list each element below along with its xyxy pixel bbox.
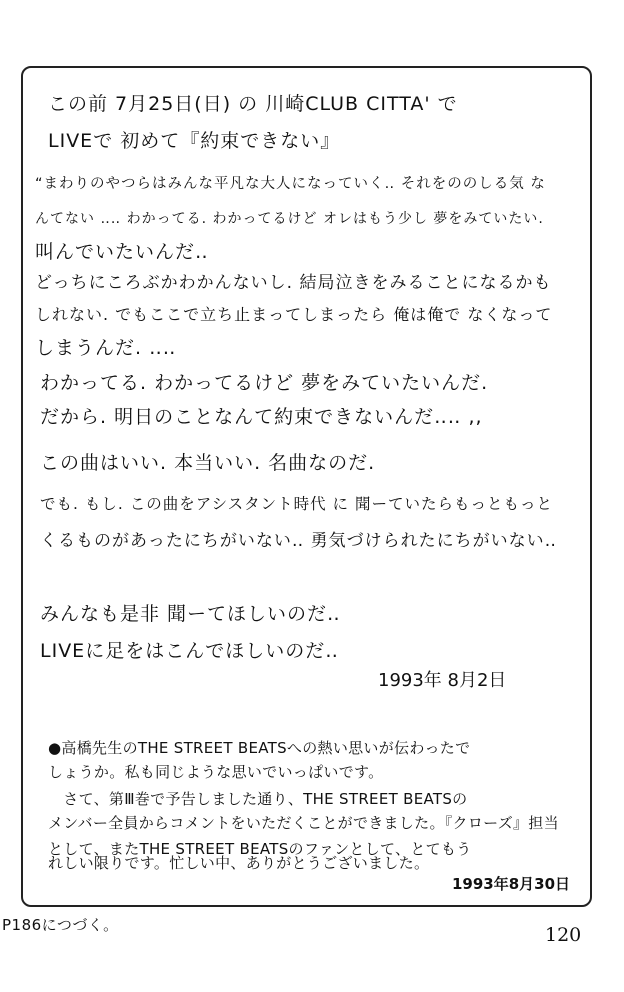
note-line-2: しょうか。私も同じような思いでいっぱいです。 [48, 763, 384, 781]
note-date: 1993年8月30日 [452, 875, 571, 893]
continued-notice: P186につづく。 [2, 916, 119, 934]
letter-line-6: どっちにころぶかわかんないし. 結局泣きをみることになるかも [35, 273, 552, 293]
letter-line-12: でも. もし. この曲をアシスタント時代 に 聞ーていたらもっともっと [40, 495, 553, 513]
note-line-3: さて、第Ⅲ巻で予告しました通り、THE STREET BEATSの [48, 790, 468, 808]
letter-line-14: みんなも是非 聞ーてほしいのだ‥ [40, 603, 341, 625]
note-line-5: として、またTHE STREET BEATSのファンとして、とてもう [48, 840, 472, 858]
letter-line-2: LIVEで 初めて『約束できない』 [48, 130, 341, 152]
letter-line-9: わかってる. わかってるけど 夢をみていたいんだ. [40, 372, 489, 394]
note-line-1: ●高橋先生のTHE STREET BEATSへの熱い思いが伝わったで [48, 739, 471, 757]
note-line-4: メンバー全員からコメントをいただくことができました。『クローズ』担当 [48, 814, 559, 832]
letter-line-11: この曲はいい. 本当いい. 名曲なのだ. [40, 452, 376, 474]
letter-line-7: しれない. でもここで立ち止まってしまったら 俺は俺で なくなって [35, 305, 553, 324]
letter-line-3: “まわりのやつらはみんな平凡な大人になっていく‥ それをののしる気 な [35, 176, 546, 192]
letter-line-15: LIVEに足をはこんでほしいのだ‥ [40, 640, 339, 662]
letter-date: 1993年 8月2日 [378, 670, 507, 691]
letter-line-4: んてない ‥‥ わかってる. わかってるけど オレはもう少し 夢をみていたい. [35, 211, 544, 227]
letter-line-10: だから. 明日のことなんて約束できないんだ‥‥ ,, [40, 406, 483, 428]
letter-line-1: この前 7月25日(日) の 川崎CLUB CITTA' で [48, 93, 458, 115]
letter-line-13: くるものがあったにちがいない‥ 勇気づけられたにちがいない‥ [40, 531, 557, 551]
note-line-6: れしい限りです。忙しい中、ありがとうございました。 [48, 854, 430, 872]
letter-line-8: しまうんだ. ‥‥ [35, 337, 177, 359]
page-number: 120 [545, 924, 582, 946]
letter-line-5: 叫んでいたいんだ‥ [35, 241, 209, 263]
